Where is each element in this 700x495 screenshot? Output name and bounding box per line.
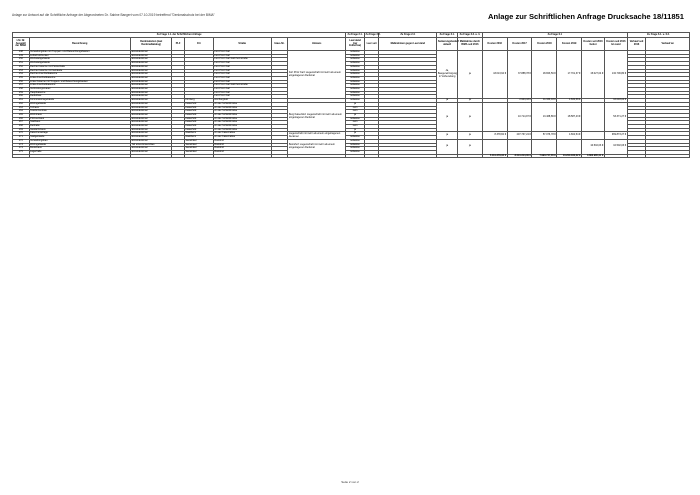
cell-note: Bootshof: Liegenschaft mit mehr als einem eingetragenen Denkmal — [288, 139, 346, 154]
cell-designation: Lagerhalle — [29, 150, 130, 154]
cell-k2016 — [482, 102, 507, 132]
cell-street: Fort Prinz Karl/ Eichhornstraße — [213, 84, 271, 88]
cell-k2019: 18.587,43 € — [557, 102, 582, 132]
group-header: Zu Frage 6.1 — [482, 33, 627, 38]
cell-monument-type: Einzeldenkmal — [130, 102, 171, 106]
cell-gebot — [582, 132, 605, 139]
cell-place: Kaiserfeld — [184, 113, 213, 117]
group-header: Zu Frage 1.1. der Schriftlichen Anfrage — [13, 33, 346, 38]
group-header: Zu Frage 3.3. u. 4. — [458, 33, 483, 38]
cell-number: 154 — [13, 73, 30, 77]
totals-empty — [13, 154, 30, 158]
cell-vacancy: teilweise — [346, 65, 365, 69]
cell-number: 175 — [13, 150, 30, 154]
cell-vacancy: teilweise — [346, 91, 365, 95]
column-header: Straße — [213, 38, 271, 51]
cell-street: Am Burgfeld — [213, 99, 271, 103]
cell-vacancy: nein — [346, 110, 365, 114]
cell-monument-type: Einzeldenkmal — [130, 106, 171, 110]
cell-vacancy: teilweise — [346, 62, 365, 66]
cell-monument-type: Einzeldenkmal — [130, 110, 171, 114]
cell-k2019: 17.701,37 € — [557, 51, 582, 99]
cell-k2016: 43.613,94 € — [482, 51, 507, 99]
cell-gebot — [582, 102, 605, 132]
cell-number: 158 — [13, 88, 30, 92]
column-header: Leer seit — [364, 38, 378, 51]
table-body — [13, 51, 690, 158]
cell-k2018 — [532, 139, 557, 154]
cell-designation: Hauptkaserne — [29, 91, 130, 95]
cell-street: Fort Prinz Karl — [213, 62, 271, 66]
cell-gebot: 15.027,04 € — [582, 51, 605, 99]
total-2016: 5.011.278,34 € — [482, 154, 507, 158]
column-header: Kosten 2019 — [557, 38, 582, 51]
cell-monument-type: Einzeldenkmal — [130, 91, 171, 95]
cell-designation: Rechte Kaserne mit Gebäude — [29, 69, 130, 73]
cell-place: Waldheim — [184, 136, 213, 140]
totals-empty — [458, 154, 483, 158]
cell-place: Kaiserfeld — [184, 128, 213, 132]
cell-number: 152 — [13, 65, 30, 69]
cell-place: Seewinkel — [184, 147, 213, 151]
cell-monument-type: Einzeldenkmal — [130, 150, 171, 154]
column-header: Hinweis — [288, 38, 346, 51]
column-header: Sanierungsbedarf aktuell — [437, 38, 458, 51]
cell-designation: Reduitbau — [29, 95, 130, 99]
cell-monument-type: Einzeldenkmal — [130, 117, 171, 121]
cell-number: 160 — [13, 95, 30, 99]
cell-designation: Verwaltungsbau mit Treppen- und Beleuchtungsbauten — [29, 51, 130, 55]
cell-street: An der Schloßbrücke — [213, 113, 271, 117]
cell-monument-type: Einzeldenkmal — [130, 147, 171, 151]
cell-monument-type: Einzeldenkmal — [130, 62, 171, 66]
cell-street: An der Schloßbrücke — [213, 110, 271, 114]
column-header: Leerstand (zur Zeitachse) — [346, 38, 365, 51]
totals-empty — [646, 154, 690, 158]
cell-street: Fort Prinz Karl — [213, 95, 271, 99]
cell-note: Burg Kaiserfeld: Liegenschaft mit mehr als einem eingetragenen Denkmal — [288, 102, 346, 132]
cell-vacancy: ja — [346, 128, 365, 132]
totals-empty — [379, 154, 437, 158]
cell-k2018: 18.823,56 € — [532, 51, 557, 99]
cell-designation: Torhaus — [29, 106, 130, 110]
cell-designation: Reithalle — [29, 125, 130, 129]
cell-vacancy: teilweise — [346, 88, 365, 92]
cell-monument-type: Einzeldenkmal — [130, 113, 171, 117]
totals-empty — [437, 154, 458, 158]
cell-number: 159 — [13, 91, 30, 95]
cell-street: Fort Prinz Karl — [213, 88, 271, 92]
cell-designation: Luftschutzbunker — [29, 54, 130, 58]
cell-street: Fort Prinz Karl — [213, 69, 271, 73]
group-header: Zu Frage 3.1. — [437, 33, 458, 38]
cell-k2016 — [482, 139, 507, 154]
cell-designation: Telefonzentrale — [29, 110, 130, 114]
cell-place: Waldheim — [184, 132, 213, 136]
cell-k2018: 11.336,03 € — [532, 99, 557, 103]
cell-place: Kaiserfeld — [184, 121, 213, 125]
monument-table-container — [12, 32, 690, 158]
cell-monument-type: Einzeldenkmal — [130, 51, 171, 55]
cell-place: Seewinkel — [184, 139, 213, 143]
cell-designation: Kasernenanlage — [29, 132, 130, 136]
cell-k2017: 10.714,97 € — [507, 102, 532, 132]
total-2017: 8.501.314,00 € — [507, 154, 532, 158]
cell-street: An der Schloßbrücke — [213, 121, 271, 125]
cell-number: 161 — [13, 99, 30, 103]
totals-empty — [627, 154, 646, 158]
cell-number: 166 — [13, 117, 30, 121]
cell-massnahme: ja — [458, 132, 483, 139]
cell-gebot: 10.502,03 € — [582, 139, 605, 154]
cell-vacancy: ja — [346, 102, 365, 106]
cell-vacancy: teilweise — [346, 147, 365, 151]
cell-monument-type: Einzeldenkmal — [130, 95, 171, 99]
cell-ist: 10.502,03 € — [604, 139, 627, 154]
cell-street: An der Schloßbrücke — [213, 128, 271, 132]
cell-vacancy: teilweise — [346, 136, 365, 140]
cell-sanierung: ja — [437, 132, 458, 139]
cell-massnahme: ja — [458, 139, 483, 154]
cell-designation: Stallgebäude — [29, 136, 130, 140]
cell-monument-type: Teil eines Ensembles — [130, 143, 171, 147]
totals-empty — [213, 154, 271, 158]
cell-vacancy: teilweise — [346, 54, 365, 58]
cell-monument-type: Einzeldenkmal — [130, 99, 171, 103]
cell-designation: Wohngebäude — [29, 143, 130, 147]
cell-vacancy: nein — [346, 121, 365, 125]
cell-street: An der Schloßbrücke — [213, 125, 271, 129]
cell-designation: Stallhaus — [29, 121, 130, 125]
totals-empty — [130, 154, 171, 158]
cell-designation: Wohngebäude — [29, 102, 130, 106]
totals-row — [13, 154, 690, 158]
cell-monument-type: Einzeldenkmal — [130, 88, 171, 92]
cell-street: Fort Prinz Karl — [213, 54, 271, 58]
cell-monument-type: Einzeldenkmal — [130, 80, 171, 84]
cell-k2017: 37.888,78 € — [507, 51, 532, 99]
cell-street: Bootshof — [213, 150, 271, 154]
cell-sanierung: Ja, Baugenehmigung in Vorbereitung — [437, 51, 458, 99]
cell-number: 174 — [13, 147, 30, 151]
cell-street: An der Schloßbrücke — [213, 106, 271, 110]
cell-monument-type: Einzeldenkmal — [130, 69, 171, 73]
column-header: Bezeichnung — [29, 38, 130, 51]
cell-ist: 132.706,80 € — [604, 51, 627, 99]
cell-street: Fort Prinz Karl — [213, 51, 271, 55]
cell-designation: Kommissionsgebäude — [29, 99, 130, 103]
cell-designation: Wohnhaus — [29, 113, 130, 117]
cell-number: 153 — [13, 69, 30, 73]
group-header: Zu Frage 2.3. — [379, 33, 437, 38]
cell-k2018: 57.076,78 € — [532, 132, 557, 139]
cell-designation: Rechte Anschlußkaserne — [29, 73, 130, 77]
cell-vacancy: teilweise — [346, 58, 365, 62]
cell-place: Seewinkel — [184, 143, 213, 147]
monument-table — [12, 32, 690, 158]
cell-street: Bootshof — [213, 143, 271, 147]
cell-monument-type: Einzeldenkmal — [130, 76, 171, 80]
cell-designation: Gewächshaus — [29, 128, 130, 132]
cell-number: 150 — [13, 58, 30, 62]
document-note: Anlage zur Antwort auf die Schriftliche Anfrage der Abgeordneten Dr. Sabine Bangert vom 07.10.2019 betreffend "Denkmalschutz bei der BIMA" — [12, 13, 215, 17]
totals-empty — [604, 154, 627, 158]
cell-designation: Werkstattgebäude — [29, 58, 130, 62]
totals-empty — [271, 154, 288, 158]
cell-monument-type: Einzeldenkmal — [130, 132, 171, 136]
cell-massnahme: ja — [458, 51, 483, 99]
cell-designation: Linke Kaserne mit Treppen- und Beleuchtungsbauten — [29, 80, 130, 84]
cell-monument-type: Einzeldenkmal — [130, 73, 171, 77]
cell-number: 155 — [13, 76, 30, 80]
cell-street: Fort Prinz Karl — [213, 91, 271, 95]
column-header: Lfd. Nr. Auswahl der BIMA — [13, 38, 30, 51]
cell-sanierung: ja — [437, 139, 458, 154]
cell-k2019: 4.662,54 € — [557, 132, 582, 139]
cell-number: 151 — [13, 62, 30, 66]
cell-vacancy: teilweise — [346, 143, 365, 147]
cell-k2016: 8.378,84 € — [482, 132, 507, 139]
cell-note: Liegenschaft mit mehr als einem eingetragenen Denkmal — [288, 132, 346, 139]
cell-number: 163 — [13, 106, 30, 110]
cell-number: 149 — [13, 54, 30, 58]
cell-vacancy: teilweise — [346, 76, 365, 80]
cell-sanierung: ja — [437, 99, 458, 103]
cell-note: Fort Prinz Karl: Liegenschaft mit mehr als einem eingetragenen Denkmal — [288, 51, 346, 99]
totals-empty — [288, 154, 346, 158]
cell-sanierung: ja — [437, 102, 458, 132]
cell-vacancy: teilweise — [346, 73, 365, 77]
column-header: Verkauf seit 2016 — [627, 38, 646, 51]
cell-vacancy: teilweise — [346, 139, 365, 143]
total-2018: 7.990.727,65 € — [532, 154, 557, 158]
cell-designation: Werkstattgebäude — [29, 62, 130, 66]
cell-designation: Verwaltungsbau — [29, 139, 130, 143]
cell-vacancy: teilweise — [346, 51, 365, 55]
group-header: Zu Frage 2.1. — [347, 32, 363, 36]
cell-place: Kaiserfeld — [184, 110, 213, 114]
cell-vacancy: teilweise — [346, 99, 365, 103]
cell-number: 164 — [13, 110, 30, 114]
column-header: Kosten seit 2016 Gebot — [582, 38, 605, 51]
cell-monument-type: Einzeldenkmal — [130, 128, 171, 132]
cell-k2017: 297.767,24 € — [507, 132, 532, 139]
column-header: Kosten 2017 — [507, 38, 532, 51]
page-number: Seite 2 von 2 — [341, 480, 359, 484]
cell-street: Bootshof — [213, 139, 271, 143]
cell-designation: Verbindungsmauer — [29, 88, 130, 92]
cell-vacancy: teilweise — [346, 117, 365, 121]
cell-place: Kaiserfeld — [184, 102, 213, 106]
column-header: Kosten 2018 — [532, 38, 557, 51]
column-header: PLZ — [172, 38, 184, 51]
cell-ist: 16.093,04 € — [604, 99, 627, 103]
cell-ist: 969.873,27 € — [604, 132, 627, 139]
totals-empty — [364, 154, 378, 158]
cell-k2019: 1.832,58 € — [557, 99, 582, 103]
totals-empty — [184, 154, 213, 158]
group-header: Zu Frage 2.2. — [365, 32, 381, 36]
column-header: Verkauf an — [646, 38, 690, 51]
cell-monument-type: Einzeldenkmal — [130, 139, 171, 143]
column-header: Maßnahmen gegen Leerstand — [379, 38, 437, 51]
cell-vacancy: teilweise — [346, 84, 365, 88]
cell-designation: Pförtnerhaus — [29, 117, 130, 121]
cell-place: Kaiserfeld — [184, 106, 213, 110]
group-header: Zu Frage 6.1. u. 6.2. — [627, 33, 689, 38]
cell-street: Bootshof — [213, 147, 271, 151]
cell-k2017: 2.924,43 € — [507, 99, 532, 103]
total-2019: 10.200.032,22 € — [557, 154, 582, 158]
cell-number: 156 — [13, 80, 30, 84]
cell-number: 157 — [13, 84, 30, 88]
totals-empty — [346, 154, 365, 158]
column-header: Maßnahme durch BIMA seit 2016 — [458, 38, 483, 51]
totals-empty — [172, 154, 184, 158]
cell-k2019 — [557, 139, 582, 154]
cell-designation: Linke Anschlußkaserne — [29, 84, 130, 88]
cell-street: Fort Prinz Karl — [213, 65, 271, 69]
cell-vacancy: teilweise — [346, 95, 365, 99]
cell-number: 148 — [13, 51, 30, 55]
cell-vacancy: nein — [346, 125, 365, 129]
document-title: Anlage zur Schriftlichen Anfrage Drucksache 18/11851 — [488, 12, 684, 21]
total-gebot: 4.863.985,01 € — [582, 154, 605, 158]
totals-empty — [29, 154, 130, 158]
column-header: Ort — [184, 38, 213, 51]
cell-number: 162 — [13, 102, 30, 106]
cell-number: 173 — [13, 143, 30, 147]
cell-vacancy: ja — [346, 113, 365, 117]
cell-street: An der Kasernallee — [213, 136, 271, 140]
cell-street: Fort Prinz Karl — [213, 76, 271, 80]
cell-street: Fort Prinz Karl/ Eichhornstraße — [213, 58, 271, 62]
cell-place: Kaiserfeld — [184, 117, 213, 121]
column-header: Haus-Nr. — [271, 38, 288, 51]
cell-monument-type: Einzeldenkmal — [130, 136, 171, 140]
cell-street: An der Schloßbrücke — [213, 102, 271, 106]
cell-monument-type: Einzeldenkmal — [130, 65, 171, 69]
column-header: Kosten seit 2016 Ist-Land — [604, 38, 627, 51]
cell-number: 168 — [13, 125, 30, 129]
cell-designation: Rechte Kaserne mit Pionierhalle — [29, 65, 130, 69]
cell-vacancy: ja — [346, 132, 365, 136]
column-header: Kosten 2016 — [482, 38, 507, 51]
cell-number: 172 — [13, 139, 30, 143]
cell-ist: 53.371,27 € — [604, 102, 627, 132]
column-header: Denkmalarten (laut Denkmalkatalog) — [130, 38, 171, 51]
cell-number: 171 — [13, 136, 30, 140]
cell-monument-type: Einzeldenkmal — [130, 121, 171, 125]
cell-monument-type: Einzeldenkmal — [130, 58, 171, 62]
column-header-row — [13, 38, 690, 51]
cell-number: 170 — [13, 132, 30, 136]
cell-place: Seewinkel — [184, 150, 213, 154]
cell-designation: Bootshaus — [29, 147, 130, 151]
cell-number: 165 — [13, 113, 30, 117]
cell-vacancy: nein — [346, 106, 365, 110]
cell-massnahme: ja — [458, 99, 483, 103]
cell-place: Kaiserfeld — [184, 125, 213, 129]
cell-massnahme: ja — [458, 102, 483, 132]
cell-vacancy: teilweise — [346, 150, 365, 154]
cell-street: Fort Prinz Karl — [213, 73, 271, 77]
cell-number: 169 — [13, 128, 30, 132]
cell-designation: Linke Anschlußkaserne — [29, 76, 130, 80]
cell-place: Kirnberg — [184, 99, 213, 103]
cell-street: An der Kasernallee — [213, 132, 271, 136]
cell-k2018: 13.468,86 € — [532, 102, 557, 132]
cell-monument-type: Einzeldenkmal — [130, 125, 171, 129]
cell-monument-type: Einzeldenkmal — [130, 84, 171, 88]
cell-vacancy: teilweise — [346, 80, 365, 84]
cell-vacancy: teilweise — [346, 69, 365, 73]
cell-k2017 — [507, 139, 532, 154]
cell-street: An der Schloßbrücke — [213, 117, 271, 121]
cell-number: 167 — [13, 121, 30, 125]
cell-monument-type: Einzeldenkmal — [130, 54, 171, 58]
cell-street: Fort Prinz Karl — [213, 80, 271, 84]
